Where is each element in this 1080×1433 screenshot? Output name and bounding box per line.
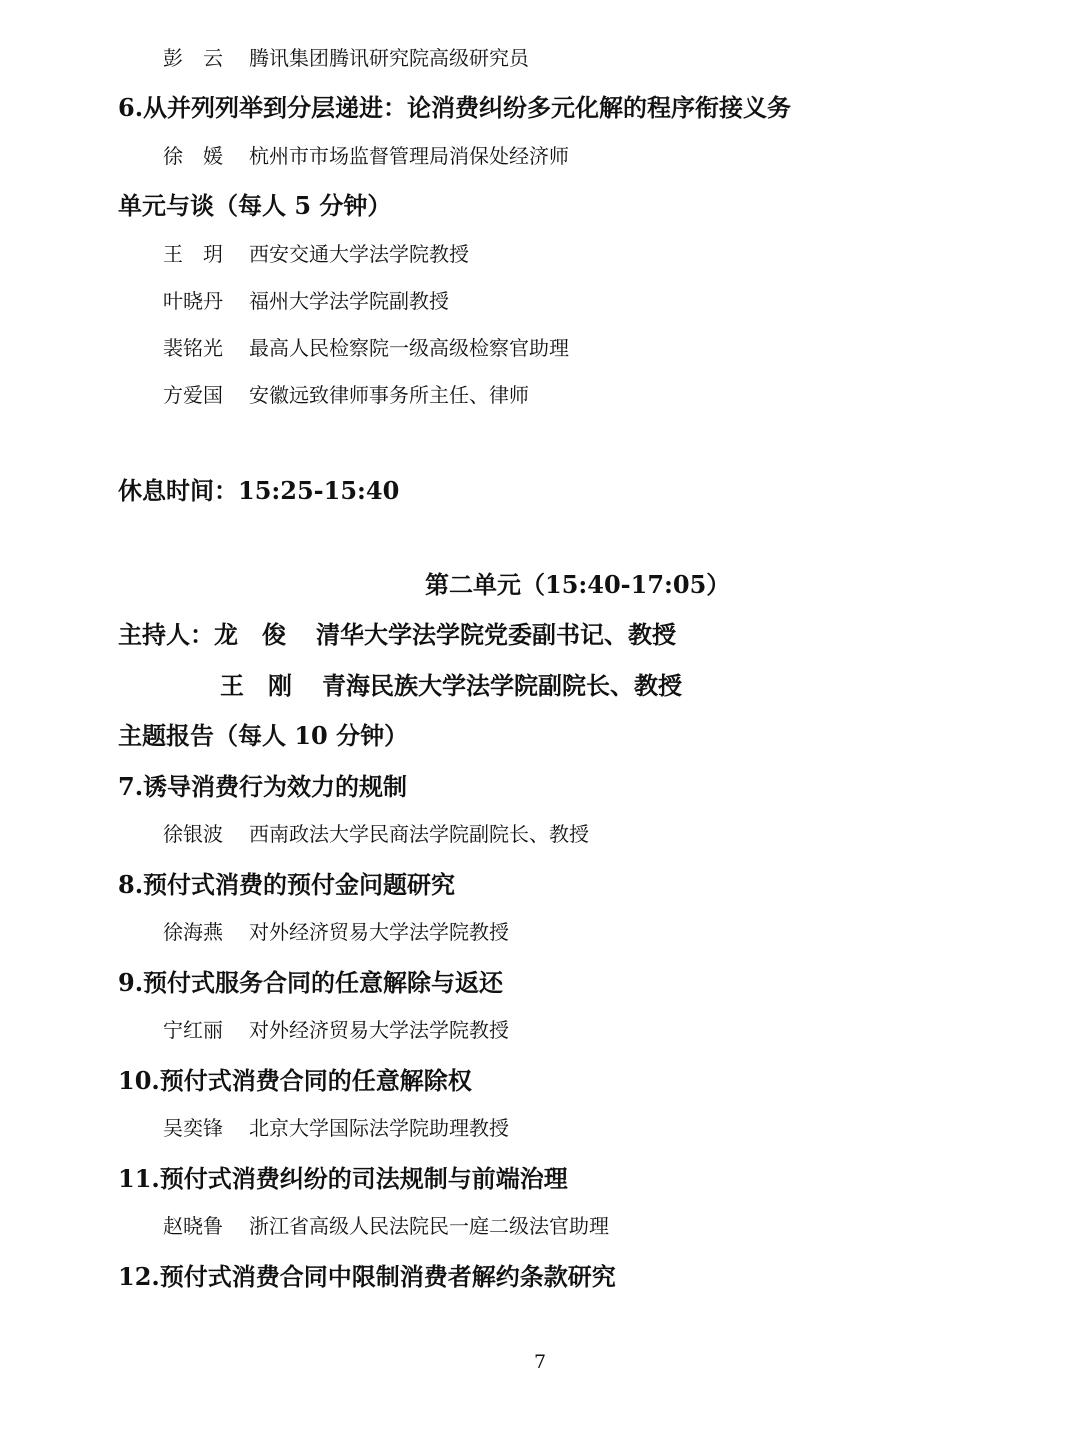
break-time: 休息时间：15:25-15:40 [118,476,400,505]
speaker-affiliation: 腾讯集团腾讯研究院高级研究员 [249,46,529,70]
speaker-name: 方爱国 [163,383,223,407]
unit-heading: 第二单元（15:40-17:05） [425,570,731,599]
speaker-affiliation: 最高人民检察院一级高级检察官助理 [249,336,569,360]
host-name: 龙 俊 [214,620,286,649]
speaker-line [163,1014,509,1043]
speaker-name: 徐海燕 [163,920,223,944]
speaker-affiliation: 福州大学法学院副教授 [249,289,449,313]
speaker-name: 彭 云 [163,46,223,70]
talk-title: 8.预付式消费的预付金问题研究 [118,870,456,899]
discussant-line [163,332,569,361]
host-name: 王 刚 [220,671,292,700]
speaker-affiliation: 对外经济贸易大学法学院教授 [249,920,509,944]
speaker-affiliation: 北京大学国际法学院助理教授 [249,1116,509,1140]
speaker-line [163,818,589,847]
discussant-line [163,285,449,314]
discussant-line [163,238,469,267]
speaker-affiliation: 对外经济贸易大学法学院教授 [249,1018,509,1042]
speaker-line [163,916,509,945]
talk-title: 11.预付式消费纠纷的司法规制与前端治理 [118,1164,568,1193]
host-line [220,666,682,701]
host-line [118,615,676,650]
talk-title: 6.从并列列举到分层递进：论消费纠纷多元化解的程序衔接义务 [118,93,792,122]
speaker-name: 徐 媛 [163,144,223,168]
section-heading: 单元与谈（每人 5 分钟） [118,191,392,220]
speaker-name: 吴奕锋 [163,1116,223,1140]
speaker-name: 叶晓丹 [163,289,223,313]
talk-title: 7.诱导消费行为效力的规制 [118,772,408,801]
speaker-affiliation: 安徽远致律师事务所主任、律师 [249,383,529,407]
talk-title: 12.预付式消费合同中限制消费者解约条款研究 [118,1262,616,1291]
host-label: 主持人： [118,620,214,649]
talk-title: 9.预付式服务合同的任意解除与返还 [118,968,504,997]
speaker-affiliation: 西南政法大学民商法学院副院长、教授 [249,822,589,846]
speaker-line [163,1210,609,1239]
speaker-affiliation: 浙江省高级人民法院民一庭二级法官助理 [249,1214,609,1238]
speaker-name: 宁红丽 [163,1018,223,1042]
host-affiliation: 清华大学法学院党委副书记、教授 [316,620,676,649]
section-heading: 主题报告（每人 10 分钟） [118,721,409,750]
host-affiliation: 青海民族大学法学院副院长、教授 [322,671,682,700]
speaker-line [163,140,569,169]
speaker-name: 裴铭光 [163,336,223,360]
speaker-line [163,1112,509,1141]
speaker-name: 徐银波 [163,822,223,846]
speaker-name: 赵晓鲁 [163,1214,223,1238]
speaker-affiliation: 西安交通大学法学院教授 [249,242,469,266]
speaker-name: 王 玥 [163,242,223,266]
page-number: 7 [533,1351,547,1373]
speaker-line [163,42,529,71]
discussant-line [163,379,529,408]
speaker-affiliation: 杭州市市场监督管理局消保处经济师 [249,144,569,168]
talk-title: 10.预付式消费合同的任意解除权 [118,1066,472,1095]
